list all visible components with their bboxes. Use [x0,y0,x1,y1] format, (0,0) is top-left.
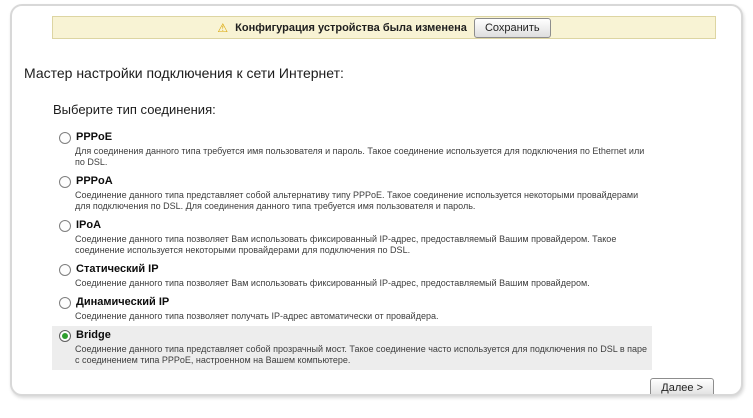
radio-button[interactable] [59,220,71,232]
wizard-footer [12,378,714,396]
option-head [52,175,652,188]
save-button[interactable]: Сохранить [474,18,551,38]
option-label: Bridge [76,329,111,341]
config-changed-notice [52,16,716,39]
option-head [52,219,652,232]
radio-button[interactable] [59,132,71,144]
option-label: IPoA [76,219,102,231]
warning-icon: ⚠ [217,20,229,35]
option-label: Динамический IP [76,296,170,308]
radio-button[interactable] [59,264,71,276]
wizard-panel [10,4,743,396]
radio-button[interactable] [59,176,71,188]
connection-type-list [52,128,652,370]
page-title: Мастер настройки подключения к сети Интернет: [24,65,344,81]
option-head [52,296,652,309]
option-head [52,131,652,144]
option-bridge[interactable] [52,326,652,370]
radio-button[interactable] [59,297,71,309]
option-description: Соединение данного типа позволяет Вам использовать фиксированный IP-адрес, предоставляемый Вашим провайдером. Такое соединение используется некоторыми провайдерами для подключения по DSL. [75,234,617,255]
option-pppoe[interactable] [52,128,652,172]
option-description: Для соединения данного типа требуется имя пользователя и пароль. Такое соединение используется для подключения по Ethernet или по DSL. [75,146,645,167]
option-description: Соединение данного типа представляет собой альтернативу типу PPPoE. Такое соединение используется некоторыми провайдерами для подключения по DSL. Для соединения данного типа требуется имя пользователя и пароль. [75,190,639,211]
option-description: Соединение данного типа позволяет Вам использовать фиксированный IP-адрес, предоставляемый Вашим провайдером. [75,278,590,288]
option-label: PPPoA [76,175,113,187]
option-head [52,263,652,276]
option-label: Статический IP [76,263,159,275]
option-head [52,329,652,342]
option-static-ip[interactable] [52,260,652,293]
option-ipoa[interactable] [52,216,652,260]
notice-message: Конфигурация устройства была изменена [235,21,467,34]
option-label: PPPoE [76,131,113,143]
option-description: Соединение данного типа позволяет получать IP-адрес автоматически от провайдера. [75,311,439,321]
option-pppoa[interactable] [52,172,652,216]
option-description: Соединение данного типа представляет собой прозрачный мост. Такое соединение часто используется для подключения по DSL в паре с соединением типа PPPoE, настроенном на Вашем компьютере. [75,344,648,365]
connection-type-subtitle: Выберите тип соединения: [53,102,216,117]
next-button[interactable]: Далее > [650,378,714,396]
option-dynamic-ip[interactable] [52,293,652,326]
radio-button[interactable] [59,330,71,342]
